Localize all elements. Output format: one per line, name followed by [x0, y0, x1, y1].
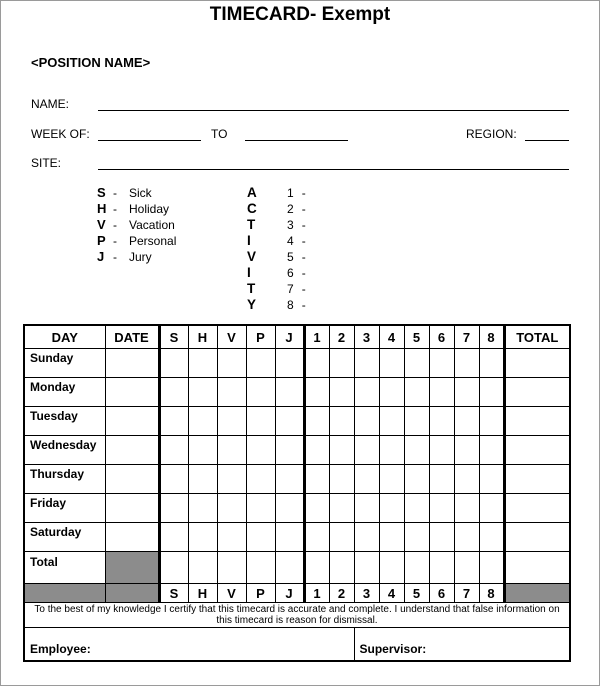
total-cell-1[interactable] — [304, 552, 329, 584]
entry-cell-v[interactable] — [217, 523, 246, 552]
footer-col-j: J — [275, 584, 304, 603]
day-name-cell: Friday — [24, 494, 105, 523]
entry-cell-2[interactable] — [329, 494, 354, 523]
entry-cell-j[interactable] — [275, 523, 304, 552]
entry-cell-2[interactable] — [329, 465, 354, 494]
table-row — [24, 523, 570, 552]
table-row — [24, 494, 570, 523]
entry-cell-h[interactable] — [188, 494, 217, 523]
leave-codes-legend — [97, 185, 176, 265]
col-header-v: V — [217, 325, 246, 349]
col-header-day: DAY — [24, 325, 105, 349]
entry-cell-4[interactable] — [379, 494, 404, 523]
total-label: Total — [24, 552, 105, 584]
certification-text: To the best of my knowledge I certify that this timecard is accurate and complete. I understand that false information on this timecard is reason for dismissal. — [24, 603, 570, 628]
entry-cell-8[interactable] — [479, 523, 504, 552]
col-header-p: P — [246, 325, 275, 349]
entry-cell-3[interactable] — [354, 378, 379, 407]
entry-cell-v[interactable] — [217, 407, 246, 436]
total-cell-7[interactable] — [454, 552, 479, 584]
entry-cell-total[interactable] — [504, 465, 570, 494]
total-cell-j[interactable] — [275, 552, 304, 584]
entry-cell-2[interactable] — [329, 436, 354, 465]
day-name-cell: Wednesday — [24, 436, 105, 465]
entry-cell-v[interactable] — [217, 494, 246, 523]
shaded-cell — [504, 584, 570, 603]
entry-cell-1[interactable] — [304, 523, 329, 552]
entry-cell-date[interactable] — [105, 407, 159, 436]
entry-cell-p[interactable] — [246, 436, 275, 465]
footer-col-7: 7 — [454, 584, 479, 603]
entry-cell-j[interactable] — [275, 494, 304, 523]
col-header-6: 6 — [429, 325, 454, 349]
footer-col-5: 5 — [404, 584, 429, 603]
activity-vertical-label: A C T I V I T Y — [247, 185, 257, 312]
page-title: TIMECARD- Exempt — [209, 4, 391, 25]
entry-cell-8[interactable] — [479, 465, 504, 494]
entry-cell-date[interactable] — [105, 494, 159, 523]
entry-cell-4[interactable] — [379, 407, 404, 436]
total-cell-s[interactable] — [159, 552, 188, 584]
total-cell-4[interactable] — [379, 552, 404, 584]
entry-cell-s[interactable] — [159, 436, 188, 465]
footer-header-row — [24, 584, 570, 603]
entry-cell-total[interactable] — [504, 436, 570, 465]
entry-cell-date[interactable] — [105, 523, 159, 552]
entry-cell-j[interactable] — [275, 407, 304, 436]
entry-cell-4[interactable] — [379, 378, 404, 407]
col-header-date: DATE — [105, 325, 159, 349]
table-row — [24, 465, 570, 494]
entry-cell-total[interactable] — [504, 523, 570, 552]
entry-cell-6[interactable] — [429, 523, 454, 552]
entry-cell-s[interactable] — [159, 349, 188, 378]
entry-cell-3[interactable] — [354, 465, 379, 494]
week-start-field[interactable] — [98, 140, 201, 141]
entry-cell-3[interactable] — [354, 436, 379, 465]
entry-cell-1[interactable] — [304, 378, 329, 407]
entry-cell-j[interactable] — [275, 378, 304, 407]
entry-cell-7[interactable] — [454, 407, 479, 436]
total-cell-8[interactable] — [479, 552, 504, 584]
entry-cell-total[interactable] — [504, 407, 570, 436]
total-cell-6[interactable] — [429, 552, 454, 584]
day-name-cell: Thursday — [24, 465, 105, 494]
footer-col-2: 2 — [329, 584, 354, 603]
entry-cell-j[interactable] — [275, 349, 304, 378]
entry-cell-s[interactable] — [159, 465, 188, 494]
entry-cell-2[interactable] — [329, 523, 354, 552]
footer-col-1: 1 — [304, 584, 329, 603]
entry-cell-2[interactable] — [329, 378, 354, 407]
col-header-total: TOTAL — [504, 325, 570, 349]
employee-signature-field[interactable]: Employee: — [24, 628, 354, 662]
total-cell-total[interactable] — [504, 552, 570, 584]
day-name-cell: Sunday — [24, 349, 105, 378]
entry-cell-p[interactable] — [246, 494, 275, 523]
entry-cell-total[interactable] — [504, 494, 570, 523]
entry-cell-date[interactable] — [105, 465, 159, 494]
entry-cell-5[interactable] — [404, 349, 429, 378]
col-header-8: 8 — [479, 325, 504, 349]
leave-code-row: H - Holiday — [97, 201, 170, 216]
entry-cell-4[interactable] — [379, 436, 404, 465]
entry-cell-p[interactable] — [246, 349, 275, 378]
entry-cell-3[interactable] — [354, 349, 379, 378]
day-name-cell: Monday — [24, 378, 105, 407]
entry-cell-h[interactable] — [188, 465, 217, 494]
col-header-3: 3 — [354, 325, 379, 349]
col-header-j: J — [275, 325, 304, 349]
col-header-5: 5 — [404, 325, 429, 349]
entry-cell-5[interactable] — [404, 436, 429, 465]
timecard-table — [23, 324, 571, 662]
col-header-h: H — [188, 325, 217, 349]
supervisor-signature-field[interactable]: Supervisor: — [354, 628, 570, 662]
entry-cell-8[interactable] — [479, 494, 504, 523]
certification-row — [24, 603, 570, 628]
table-row — [24, 407, 570, 436]
entry-cell-8[interactable] — [479, 436, 504, 465]
footer-col-4: 4 — [379, 584, 404, 603]
entry-cell-5[interactable] — [404, 494, 429, 523]
entry-cell-8[interactable] — [479, 407, 504, 436]
entry-cell-7[interactable] — [454, 494, 479, 523]
entry-cell-6[interactable] — [429, 378, 454, 407]
site-field[interactable] — [98, 169, 569, 170]
total-row — [24, 552, 570, 584]
leave-code-row: P - Personal — [97, 233, 177, 248]
leave-code-row: J - Jury — [97, 249, 152, 264]
entry-cell-1[interactable] — [304, 407, 329, 436]
week-end-field[interactable] — [245, 140, 348, 141]
footer-col-h: H — [188, 584, 217, 603]
entry-cell-3[interactable] — [354, 407, 379, 436]
entry-cell-1[interactable] — [304, 465, 329, 494]
entry-cell-p[interactable] — [246, 378, 275, 407]
table-row — [24, 349, 570, 378]
entry-cell-s[interactable] — [159, 523, 188, 552]
entry-cell-6[interactable] — [429, 436, 454, 465]
entry-cell-total[interactable] — [504, 378, 570, 407]
entry-cell-6[interactable] — [429, 349, 454, 378]
entry-cell-7[interactable] — [454, 465, 479, 494]
total-cell-h[interactable] — [188, 552, 217, 584]
entry-cell-h[interactable] — [188, 523, 217, 552]
entry-cell-4[interactable] — [379, 465, 404, 494]
day-name-cell: Saturday — [24, 523, 105, 552]
entry-cell-1[interactable] — [304, 349, 329, 378]
entry-cell-3[interactable] — [354, 494, 379, 523]
entry-cell-1[interactable] — [304, 436, 329, 465]
col-header-s: S — [159, 325, 188, 349]
col-header-2: 2 — [329, 325, 354, 349]
entry-cell-1[interactable] — [304, 494, 329, 523]
entry-cell-6[interactable] — [429, 494, 454, 523]
col-header-4: 4 — [379, 325, 404, 349]
activity-numbers: 1 - 2 - 3 - 4 - 5 - 6 - 7 - 8 - — [287, 186, 306, 312]
entry-cell-v[interactable] — [217, 436, 246, 465]
entry-cell-8[interactable] — [479, 378, 504, 407]
total-cell-p[interactable] — [246, 552, 275, 584]
entry-cell-p[interactable] — [246, 465, 275, 494]
footer-col-6: 6 — [429, 584, 454, 603]
entry-cell-4[interactable] — [379, 349, 404, 378]
footer-col-p: P — [246, 584, 275, 603]
entry-cell-s[interactable] — [159, 407, 188, 436]
to-label: TO — [211, 127, 228, 141]
shaded-cell — [105, 584, 159, 603]
shaded-cell — [105, 552, 159, 584]
table-row — [24, 378, 570, 407]
entry-cell-h[interactable] — [188, 349, 217, 378]
region-field[interactable] — [525, 140, 569, 141]
header-row — [24, 325, 570, 349]
col-header-7: 7 — [454, 325, 479, 349]
week-of-label: WEEK OF: — [31, 127, 90, 141]
entry-cell-6[interactable] — [429, 465, 454, 494]
entry-cell-7[interactable] — [454, 349, 479, 378]
entry-cell-date[interactable] — [105, 378, 159, 407]
entry-cell-p[interactable] — [246, 523, 275, 552]
table-row — [24, 436, 570, 465]
entry-cell-v[interactable] — [217, 349, 246, 378]
entry-cell-2[interactable] — [329, 407, 354, 436]
entry-cell-j[interactable] — [275, 465, 304, 494]
leave-code-row: S - Sick — [97, 185, 152, 200]
total-cell-3[interactable] — [354, 552, 379, 584]
footer-col-8: 8 — [479, 584, 504, 603]
entry-cell-7[interactable] — [454, 436, 479, 465]
entry-cell-7[interactable] — [454, 523, 479, 552]
day-name-cell: Tuesday — [24, 407, 105, 436]
footer-col-3: 3 — [354, 584, 379, 603]
position-name: <POSITION NAME> — [31, 55, 151, 70]
entry-cell-6[interactable] — [429, 407, 454, 436]
entry-cell-4[interactable] — [379, 523, 404, 552]
entry-cell-p[interactable] — [246, 407, 275, 436]
entry-cell-h[interactable] — [188, 436, 217, 465]
footer-col-s: S — [159, 584, 188, 603]
leave-code-row: V - Vacation — [97, 217, 175, 232]
entry-cell-2[interactable] — [329, 349, 354, 378]
total-cell-5[interactable] — [404, 552, 429, 584]
entry-cell-v[interactable] — [217, 465, 246, 494]
entry-cell-h[interactable] — [188, 378, 217, 407]
signature-row — [24, 628, 570, 662]
entry-cell-5[interactable] — [404, 465, 429, 494]
entry-cell-total[interactable] — [504, 349, 570, 378]
total-cell-2[interactable] — [329, 552, 354, 584]
entry-cell-5[interactable] — [404, 407, 429, 436]
entry-cell-j[interactable] — [275, 436, 304, 465]
name-label: NAME: — [31, 97, 70, 111]
entry-cell-s[interactable] — [159, 494, 188, 523]
entry-cell-date[interactable] — [105, 349, 159, 378]
entry-cell-date[interactable] — [105, 436, 159, 465]
entry-cell-v[interactable] — [217, 378, 246, 407]
site-label: SITE: — [31, 156, 62, 170]
name-field[interactable] — [98, 110, 569, 111]
entry-cell-s[interactable] — [159, 378, 188, 407]
entry-cell-3[interactable] — [354, 523, 379, 552]
entry-cell-h[interactable] — [188, 407, 217, 436]
entry-cell-5[interactable] — [404, 523, 429, 552]
total-cell-v[interactable] — [217, 552, 246, 584]
entry-cell-8[interactable] — [479, 349, 504, 378]
shaded-cell — [24, 584, 105, 603]
col-header-1: 1 — [304, 325, 329, 349]
entry-cell-5[interactable] — [404, 378, 429, 407]
footer-col-v: V — [217, 584, 246, 603]
entry-cell-7[interactable] — [454, 378, 479, 407]
region-label: REGION: — [466, 127, 517, 141]
